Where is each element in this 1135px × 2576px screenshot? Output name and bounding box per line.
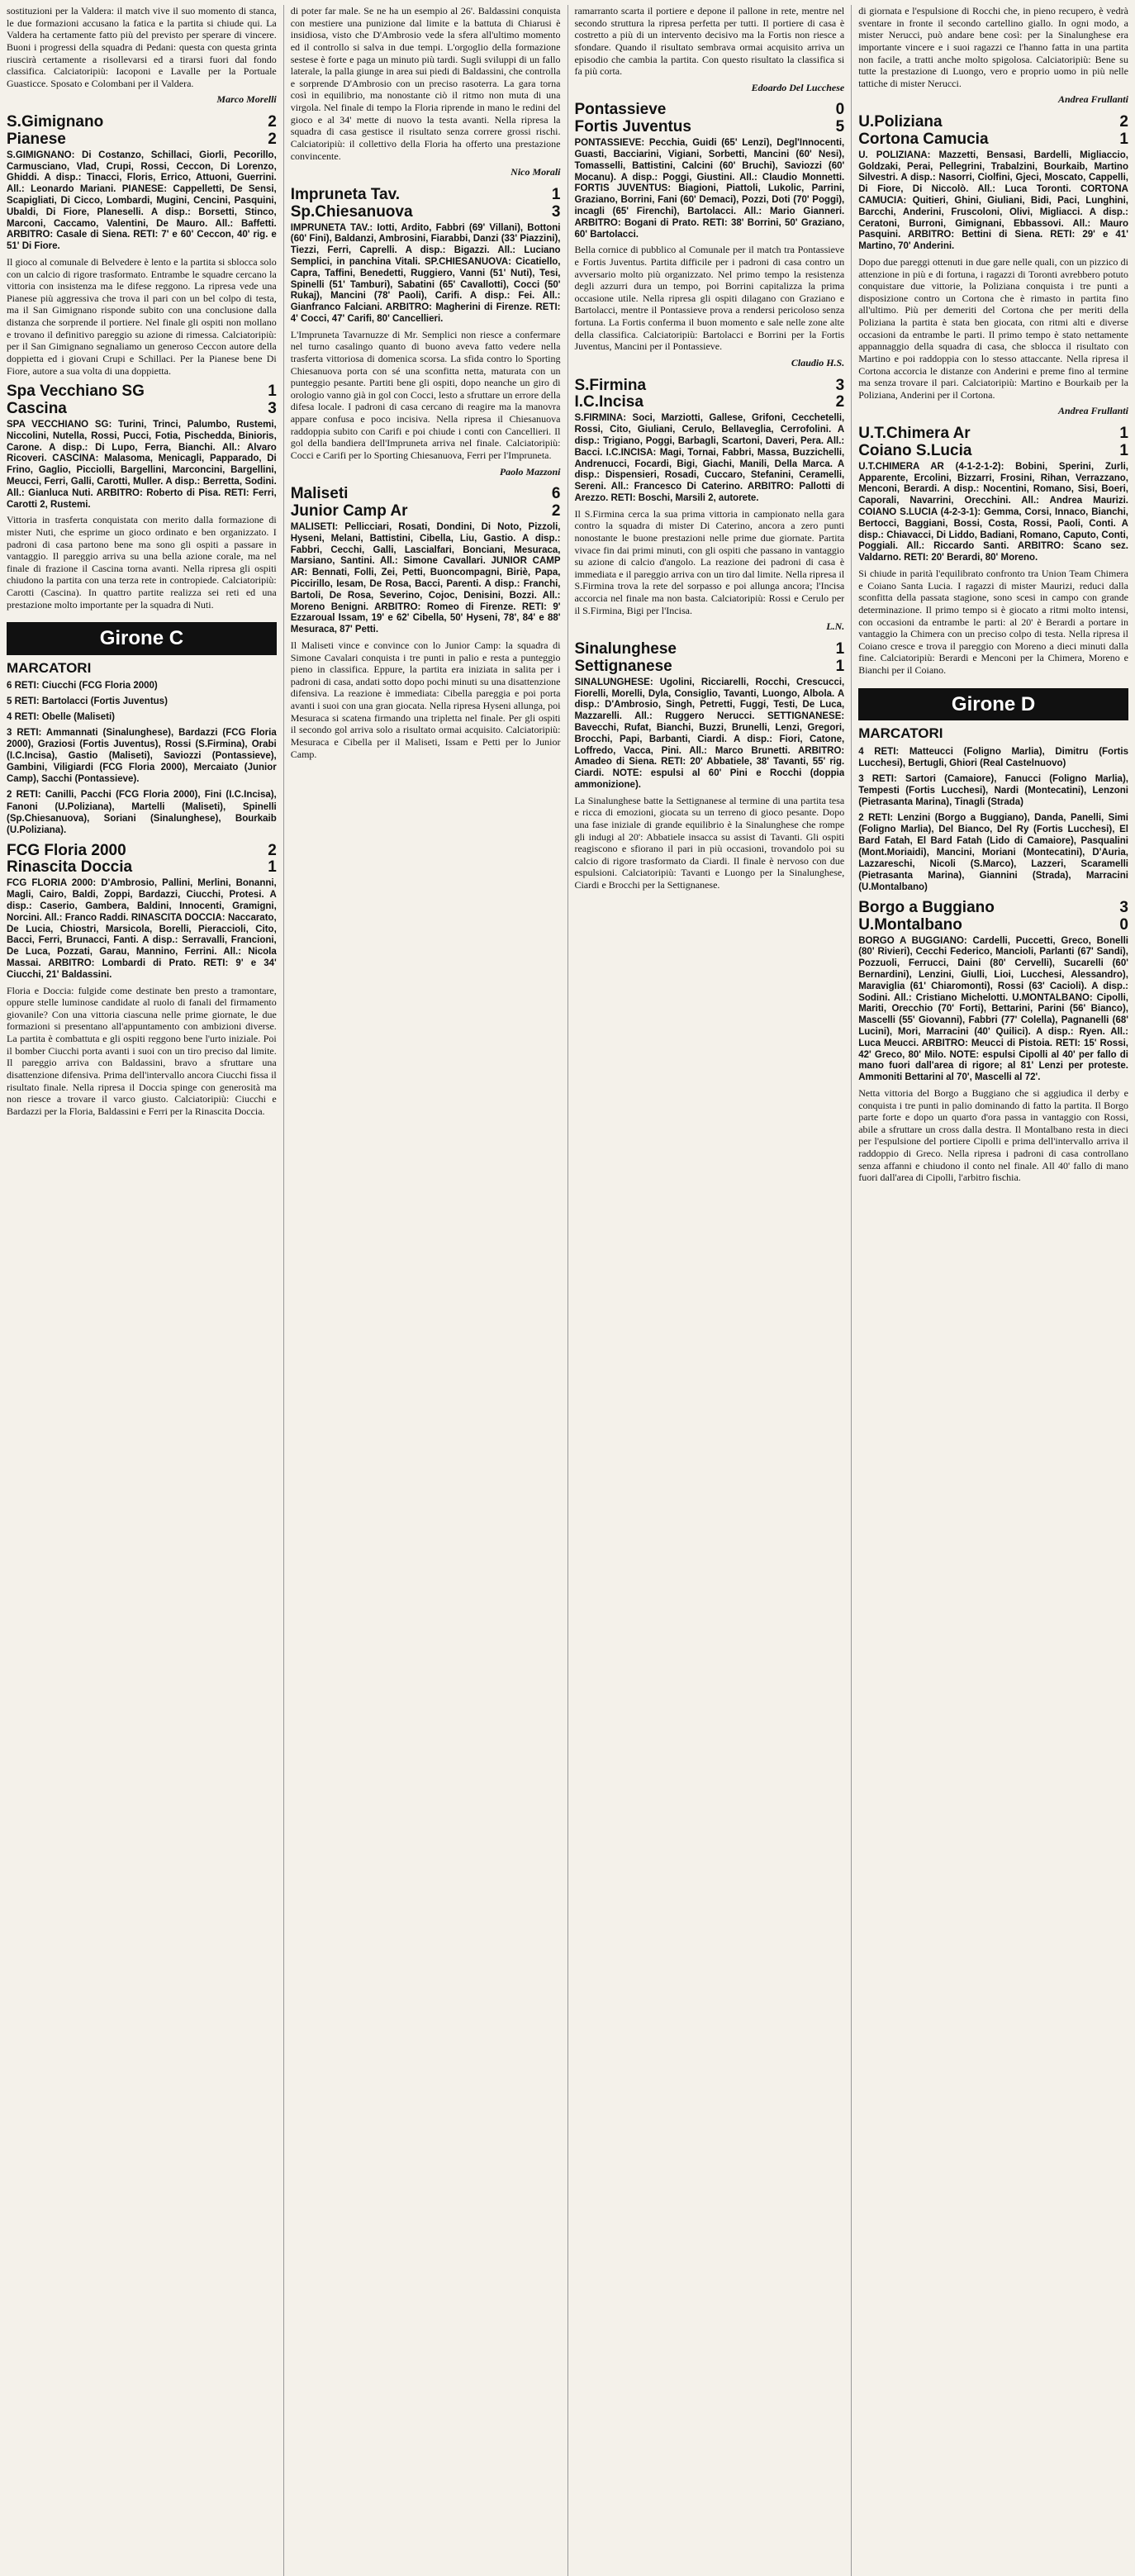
home-team	[7, 843, 277, 860]
lineup-block: FCG FLORIA 2000: D'Ambrosio, Pallini, Merlini, Bonanni, Magli, Cairo, Baldi, Zoppi, Bardazzi, Ciucchi, Protesi. A disp.: Caserio, Gambera, Baldini, Innocenti, Gramigni, Norcini. All.: Franco Raddi. RINASCITA DOCCIA: Naccarato, De Lucia, Chiostri, Marsicola, Borelli, Pieraccioli, Cito, Bacci, Ferri, Brunacci, Fanti. A disp.: Serravalli, Francioni, De Luca, Pozzati, Garau, Mannino, Ferrini. All.: Nicola Massai. ARBITRO: Lombardi di Prato. RETI: 9' e 34' Ciucchi, 21' Baldassini.	[7, 878, 277, 980]
team-name: FCG Floria 2000	[7, 841, 126, 859]
away-team	[7, 401, 277, 418]
lineup-block: BORGO A BUGGIANO: Cardelli, Puccetti, Greco, Bonelli (80' Rivieri), Cecchi Federico, Mancioli, Parlanti (67' Sandi), Pozzuoli, Ferrucci, Daini (80' Cervelli), Sucarelli (60' Bernardini), Lenzini, Giulli, Lioi, Lucchesi, Alessandro), Maraviglia (61' Chiaromonti), Rossi (63' Cacioli). A disp.: Sodini. All.: Cristiano Michelotti. U.MONTALBANO: Cipolli, Mariti, Orecchio (70' Forti), Bettarini, Parini (56' Bianco), Mascelli (55' Giovanni), Fabbri (77' Colella), Pagnanelli (68' Lucini), Mori, Marracini (40' Quilici). A disp.: Ryen. All.: Luca Meucci. ARBITRO: Meucci di Pistoia. RETI: 15' Rossi, 42' Greco, 80' Milo. NOTE: espulsi Cipolli al 40' per fallo di mano fuori dall'area di rigore; al 81' Lenzi per proteste. Ammoniti Bettarini al 70', Mascelli al 72'.	[858, 935, 1128, 1083]
team-score: 0	[835, 101, 845, 119]
scorers-line: 6 RETI: Ciucchi (FCG Floria 2000)	[7, 681, 158, 692]
scorers-line: 3 RETI: Ammannati (Sinalunghese), Bardazzi (FCG Floria 2000), Graziosi (Fortis Juventus), Rossi (S.Firmina), Orabi (I.C.Incisa), Gastio (Maliseti), Saviozzi (Pontassieve), Gambini, Viligiardi (FCG Floria 2000), Mercaiato (Junior Camp), Sacchi (Pontassieve).	[7, 728, 277, 785]
article-text: di poter far male. Se ne ha un esempio al 26'. Baldassini conquista con mestiere una punizione dal limite e la battuta di Chiarusi è insidiosa, visto che D'Ambrosio vede la sfera all'ultimo momento ed il controllo si salva in due tempi. L'orgoglio della formazione sestese è forte e paga un minuto più tardi. Sugli sviluppi di un fallo laterale, la palla giunge in area sui piedi di Baldassini, che controlla e sorprende D'Ambrosio con un preciso rasoterra. La gara torna così in equilibrio, ma nonostante ciò il ritmo non muta di una virgola. Nel finale di tempo la Floria riprende in mano le redini del gioco e al 34' mette di nuovo la testa avanti. Nella ripresa la squadra di casa gestisce il risultato senza correre grossi rischi. Calciatoripiù: il collettivo della Floria ha offerto una prestazione convincente.	[290, 5, 561, 162]
team-name: S.Firmina	[574, 376, 647, 394]
lineup-block: SINALUNGHESE: Ugolini, Ricciarelli, Rocchi, Crescucci, Fiorelli, Morelli, Dyla, Consiglio, Tavanti, Luongo, Albola. A disp.: D'Ambrosio, Singh, Petretti, Fuggi, Testi, De Luca, Mazzarelli. All.: Ruggero Nerucci. SETTIGNANESE: Bavecchi, Rufat, Bianchi, Buzzi, Brunelli, Lenzi, Gregori, Brocchi, Papi, Barbanti, Ciardi. A disp.: Fiori, Catone, Loffredo, Vacca, Pini. All.: Marco Brunetti. ARBITRO: Amadeo di Siena. RETI: 20' Abbatiele, 38' Tavanti, 55' rig. Ciardi. NOTE: espulsi al 60' Pini e Rocchi (doppia ammonizione).	[574, 677, 845, 790]
match-report	[291, 486, 561, 760]
team-name: Borgo a Buggiano	[858, 898, 995, 916]
scoreline	[858, 900, 1128, 934]
team-name: Fortis Juventus	[574, 118, 691, 136]
match-report	[7, 843, 277, 1118]
match-report	[7, 114, 277, 377]
away-team	[574, 119, 844, 136]
article-text: Il S.Firmina cerca la sua prima vittoria in campionato nella gara contro la squadra di mister Di Caterino, ancora a zero punti nonostante le buone prestazioni nelle prime due giornate. Partita vivace fin dai primi minuti, con gli ospiti che passano in vantaggio su azione di calcio d'angolo. La reazione dei padroni di casa è immediata e il pareggio arriva con un tiro dal limite. Nella ripresa il S.Firmina trova la rete del sorpasso e poi allunga ancora; l'Incisa accorcia nel finale ma non basta. Calciatoripiù: Rossi e Cerulo per il S.Firmina, Bigi per l'Incisa.	[574, 507, 845, 616]
team-name: Settignanese	[574, 657, 672, 675]
home-team	[574, 102, 844, 119]
article-text: Il gioco al comunale di Belvedere è lento e la partita si sblocca solo con un calcio di rigore trasformato. Entrambe le squadre cercano la vittoria con insistenza ma le difese reggono. La ripresa vede una Pianese più aggressiva che trova il pari con un bel colpo di testa, ma il San Gimignano risponde subito con una conclusione dalla distanza che sorprende il portiere. Nel finale gli ospiti non mollano e trovano il definitivo pareggio su azione di rimessa. Calciatoripiù: per il San Gimignano segnaliamo un generoso Ceccon autore della doppietta ed i giovani Crupi e Schillaci. Per la Pianese bene Di Fiore, autore a sua volta di una doppietta.	[7, 255, 277, 377]
team-score: 6	[551, 485, 561, 503]
scoreline	[574, 641, 844, 676]
team-score: 3	[268, 400, 277, 418]
team-name: Rinascita Doccia	[7, 858, 133, 877]
scoreline	[7, 114, 277, 149]
article-text: di giornata e l'espulsione di Rocchi che, in pieno recupero, è vedrà sventare in fronte il secondo cartellino giallo. In ogni modo, a mister Nerucci, può andare bene così: per la Sinalunghese era importante vincere e i suoi ragazzi ce l'hanno fatta in una partita non facile, a tratti anche molto spigolosa. Calciatoripiù: Bene su tutte la prestazione di Luongo, vero e proprio uomo in più nelle tattiche di mister Nerucci.	[858, 5, 1128, 89]
lineup-block: MALISETI: Pellicciari, Rosati, Dondini, Di Noto, Pizzoli, Hyseni, Melani, Battistini, Cibella, Liu, Gastio. A disp.: Fabbri, Cecchi, Galli, Lascialfari, Bonciani, Mesuraca, Marsiano, Santini. All.: Simone Cavallari. JUNIOR CAMP AR: Bennati, Folli, Zei, Petti, Buoncompagni, Biriè, Papa, Piccirillo, Iesam, De Rosa, Bacci, Parenti. A disp.: Franchi, Bartoli, De Rosa, Severino, Cojoc, Denisini, Bozzi. All.: Moreno Benigni. ARBITRO: Romeo di Firenze. RETI: 9' Ezzaroual Issam, 19' e 62' Cibella, 50' Hyseni, 78', 84' e 88' Mesuraca, 87' Petti.	[290, 521, 561, 635]
home-team	[574, 641, 844, 658]
team-name: Pontassieve	[574, 101, 667, 119]
team-score: 3	[551, 202, 561, 221]
team-name: Junior Camp Ar	[290, 502, 408, 520]
column-divider	[851, 5, 852, 2576]
away-team	[574, 658, 844, 676]
scoreline	[858, 425, 1128, 460]
team-name: U.T.Chimera Ar	[858, 425, 971, 443]
article-text: Netta vittoria del Borgo a Buggiano che si aggiudica il derby e conquista i tre punti in palio dominando di fatto la partita. Il Borgo parte forte e dopo un quarto d'ora passa in vantaggio con Rossi, abile a sfruttare un cross dalla destra. Il Montalbano resta in dieci per l'espulsione del portiere Cipolli e prima dell'intervallo arriva il raddoppio di Greco. Nella ripresa i padroni di casa controllano senza affanni e chiudono il conto nel finale. All 40' fallo di mano fuori dall'area di Cipolli, l'arbitro fischia.	[858, 1086, 1128, 1184]
match-report	[858, 900, 1128, 1184]
team-score: 5	[835, 118, 845, 136]
home-team	[291, 187, 561, 204]
scoreline	[7, 843, 277, 877]
scorers-title: MARCATORI	[858, 725, 943, 741]
team-name: I.C.Incisa	[574, 393, 643, 411]
scorers-line: 2 RETI: Canilli, Pacchi (FCG Floria 2000), Fini (I.C.Incisa), Fanoni (U.Poliziana), Martelli (Maliseti), Spinelli (Sp.Chiesanuova), Soriani (Sinalunghese), Bourkaib (U.Poliziana).	[7, 790, 277, 835]
team-score: 2	[268, 841, 277, 859]
team-name: U.Montalbano	[858, 915, 962, 934]
team-score: 1	[551, 185, 561, 203]
scorers-line: 2 RETI: Lenzini (Borgo a Buggiano), Danda, Panelli, Simi (Foligno Marlia), Del Bianco, Del Ry (Fortis Lucchesi), El Bard Fatah, El Bard Fatah (Lido di Camaiore), Pasqualini (Mont.Moriaidi), Mancini, Moriani (Montecatini), D'Auria, Lazzareschi, Nicoli (S.Marco), Lazzeri, Scaramelli (Pietrasanta Marina), Giannini (Strada), Marracini (U.Montalbano)	[858, 812, 1128, 892]
match-report	[574, 102, 844, 368]
team-name: S.Gimignano	[7, 113, 104, 131]
article-text: La Sinalunghese batte la Settignanese al termine di una partita tesa e ricca di emozioni, giocata su un terreno di gioco pesante. Dopo una fase iniziale di grande equilibrio è la Sinalunghese che rompe gli indugi al 20': Abbatiele insacca su assist di Tavanti. Gli ospiti reagiscono e sfiorano il pari in più occasioni, trovandolo poi su calcio di rigore trasformato da Ciardi. Il finale è nervoso con due espulsioni. Calciatoripiù: Tavanti e Luongo per la Sinalunghese, Ciardi e Brocchi per la Settignanese.	[574, 794, 845, 891]
home-team	[574, 378, 844, 395]
lineup-block: PONTASSIEVE: Pecchia, Guidi (65' Lenzi), Degl'Innocenti, Guasti, Bacciarini, Vigiani, Sorbetti, Mancini (60' Nesi), Tomasselli, Battistini, Calcini (60' Bruchi), Saviozzi (60' Mocanu). A disp.: Poggi, Giustini. All.: Claudio Monnetti. FORTIS JUVENTUS: Biagioni, Piattoli, Lukolic, Parrini, Graziano, Borrini, Fani (60' Demaci), Pozzi, Doti (70' Poggi), incagli (65' Firenchi), Bartolacci. All.: Mario Gianneri. ARBITRO: Bogani di Prato. RETI: 38' Borrini, 50' Graziano, 60' Bartolacci.	[574, 138, 845, 240]
team-score: 2	[835, 393, 845, 411]
lineup-block: U. POLIZIANA: Mazzetti, Bensasi, Bardelli, Migliaccio, Goldzaki, Perai, Pellegrini, Trabalzini, Bourkaib, Martino Silvestri. A disp.: Nasorri, Ciolfini, Gjeci, Moscato, Cappelli, Di Fiore, Di Niccolò. All.: Luca Toronti. CORTONA CAMUCIA: Quitieri, Ghini, Giuliani, Bidi, Paci, Lunghini, Barcchi, Anderini, Fruscoloni, Olivi, Migliacci. A disp.: Ceratoni, Burroni, Gimignani, Ebbassovi. All.: Mauro Pasquini. ARBITRO: Bettini di Siena. RETI: 29' e 41' Martino, 70' Anderini.	[858, 150, 1128, 252]
team-score: 1	[835, 639, 845, 658]
scoreline	[291, 187, 561, 221]
team-name: Sinalunghese	[574, 639, 677, 658]
home-team	[7, 383, 277, 401]
away-team	[858, 131, 1128, 149]
away-team	[291, 503, 561, 520]
column-3	[574, 5, 844, 2576]
author-signature: Paolo Mazzoni	[499, 465, 561, 478]
away-team	[858, 443, 1128, 460]
scoreline	[574, 102, 844, 136]
team-score: 0	[1119, 915, 1128, 934]
article-text: Il Maliseti vince e convince con lo Junior Camp: la squadra di Simone Cavalari conquista i tre punti in palio e resta a punteggio pieno in classifica. Eppure, la partita era iniziata in salita per i padroni di casa, andati sotto dopo pochi minuti su una disattenzione difensiva. La reazione è immediata: Cibella pareggia e poi porta avanti i suoi con una gran giocata. Nella ripresa Hyseni allunga, poi Mesuraca si scatena firmando una tripletta nel finale. Per gli ospiti il secondo gol arriva solo a risultato ormai acquisito. Calciatoripiù: Mesuraca e Cibella per il Maliseti, Issam e Petti per lo Junior Camp.	[290, 639, 561, 760]
team-name: Maliseti	[290, 485, 349, 503]
scoreline	[7, 383, 277, 418]
lineup-block: S.GIMIGNANO: Di Costanzo, Schillaci, Giorli, Pecorillo, Carmusciano, Vlad, Crupi, Rossi, Ceccon, Di Lorenzo, Ghiddi. A disp.: Tinacci, Floris, Errico, Attuoni, Guerrini. All.: Leonardo Mariani. PIANESE: Cappelletti, De Sensi, Scapigliati, Di Cicco, Lombardi, Mugini, Cencini, Pasquini, Ubaldi, Di Fiore, Planeselli. A disp.: Borsetti, Stinco, Marconi, Caccamo, Valentini, De Mauro. All.: Baffetti. ARBITRO: Casale di Siena. RETI: 7' e 60' Ceccon, 40' rig. e 51' Di Fiore.	[7, 150, 277, 252]
article-text: Dopo due pareggi ottenuti in due gare nelle quali, con un pizzico di attenzione in più e di fortuna, i ragazzi di Toronti avrebbero potuto conquistare due vittorie, la Poliziana conquista i tre punti a disposizione contro un Cortona che è rimasto in partita fino all'ultimo. Più per demeriti del Cortona che per meriti della Poliziana la partita è stata ben giocata, con ritmi alti e diverse occasioni da entrambe le parti. Il primo tempo è stato nettamente appannaggio della squadra di casa, che sblocca il risultato con Martino e poi raddoppia con lo stesso attaccante. Nella ripresa il Cortona accorcia le distanze con Anderini e preme fino al termine ma senza trovare il pari. Calciatoripiù: Martino e Bourkaib per la Poliziana, Anderini per il Cortona.	[858, 255, 1128, 401]
team-score: 2	[268, 113, 277, 131]
team-name: Impruneta Tav.	[290, 185, 401, 203]
team-score: 3	[1119, 898, 1128, 916]
home-team	[858, 114, 1128, 131]
team-name: Coiano S.Lucia	[858, 441, 972, 459]
column-divider	[283, 5, 284, 2576]
match-report	[858, 114, 1128, 417]
lineup-block: IMPRUNETA TAV.: Iotti, Ardito, Fabbri (69' Villani), Bottoni (60' Fini), Baldanzi, Ambrosini, Fiarabbi, Danzi (33' Piazzini), Tiezzi, Ferri, Caprelli. A disp.: Bigazzi. All.: Luciano Semplici, in panchina Vitali. SP.CHIESANUOVA: Cicatiello, Capra, Taffini, Benedetti, Ruggiero, Vanni (51' Nuti), Tesi, Spinelli (51' Tamburi), Sabatini (65' Cavallotti), Cocci (50' Rukaj), Mancini (78' Paoli), Carifi. A disp.: Fei. All.: Gianfranco Falciani. ARBITRO: Magherini di Firenze. RETI: 4' Cocci, 47' Carifi, 80' Cancellieri.	[290, 222, 561, 324]
team-score: 2	[551, 502, 561, 520]
section-header-girone-d: Girone D	[858, 688, 1128, 720]
home-team	[7, 114, 277, 131]
article-text: ramarranto scarta il portiere e depone il pallone in rete, mentre nel secondo struttura la ripresa perfetta per tutti. Il portiere di casa è costretto a più di un intervento decisivo ma la Fortis non riesce a sfondare. Quando il risultato sembrava ormai acquisito arriva un episodio che cambia la partita. Con questo risultato la classifica si fa più corta.	[574, 5, 845, 78]
away-team	[858, 917, 1128, 934]
match-report	[574, 378, 844, 633]
article-text: L'Impruneta Tavarnuzze di Mr. Semplici non riesce a confermare nel turno casalingo quanto di buono aveva fatto vedere nella trasferta vittoriosa di domenica scorsa. La sfida contro lo Sporting Chiesanuova porta con sé una sconfitta netta, maturata con un punteggio pesante. Partiti bene gli ospiti, dopo neanche un giro di orologio vanno già in gol con Cocci, lesto a sfruttare un errore della difesa locale. I padroni di casa cercano di reagire ma la manovra appare confusa e poco incisiva. Nella ripresa il Chiesanuova raddoppia subito con Carifi e poi chiude i conti con Cancellieri. Il gol della bandiera dell'Impruneta arriva nel finale. Calciatoripiù: Cocci e Carifi per lo Sporting Chiesanuova, Ferri per l'Impruneta.	[290, 328, 561, 461]
scorers-list	[858, 746, 1128, 893]
author-signature: L.N.	[826, 620, 845, 633]
team-score: 2	[268, 130, 277, 148]
team-score: 1	[1119, 130, 1128, 148]
team-name: Cortona Camucia	[858, 130, 989, 148]
home-team	[858, 425, 1128, 443]
team-name: Pianese	[7, 130, 66, 148]
scoreline	[858, 114, 1128, 149]
team-name: Spa Vecchiano SG	[7, 383, 145, 401]
scorers-line: 5 RETI: Bartolacci (Fortis Juventus)	[7, 696, 168, 707]
team-score: 1	[268, 858, 277, 877]
match-report	[858, 425, 1128, 677]
home-team	[858, 900, 1128, 917]
scoreline	[574, 378, 844, 412]
team-name: U.Poliziana	[858, 113, 943, 131]
team-score: 2	[1119, 113, 1128, 131]
article-text: Si chiude in parità l'equilibrato confronto tra Union Team Chimera e Coiano Santa Lucia. I ragazzi di mister Maurizi, reduci dalla sconfitta della passata stagione, sono scesi in campo con grande determinazione. Il primo tempo si è giocato a ritmi molto intensi, con occasioni da entrambe le parti: al 20' è Berardi a portare in vantaggio la Chimera con un preciso colpo di testa. Nella ripresa il Coiano cresce e trova il pareggio con Moreno a dieci minuti dalla fine. Calciatoripiù: Berardi e Menconi per la Chimera, Moreno e Bianchi per il Coiano.	[858, 568, 1128, 677]
match-report	[291, 187, 561, 478]
team-score: 3	[835, 376, 845, 394]
away-team	[7, 131, 277, 149]
scorers-list	[7, 680, 277, 835]
column-1	[7, 5, 277, 2576]
article-text: Bella cornice di pubblico al Comunale per il match tra Pontassieve e Fortis Juventus. Partita difficile per i padroni di casa contro un avversario molto più organizzato. Nel primo tempo la resistenza degli azzurri dura un tempo, poi Borrini capitalizza la prima occasione utile. Nella ripresa gli ospiti dilagano con Graziano e Bartolacci, mentre il Pontassieve prova a rendersi pericoloso senza fortuna. La Fortis conferma il buon momento e sale nelle zone alte della classifica. Calciatoripiù: Bartolacci e Borrini per la Fortis Juventus, Mancini per il Pontassieve.	[574, 244, 845, 353]
author-signature: Andrea Frullanti	[1057, 405, 1128, 417]
team-score: 1	[1119, 425, 1128, 443]
scorers-title: MARCATORI	[7, 659, 92, 676]
section-header-girone-c: Girone C	[7, 622, 277, 654]
home-team	[291, 486, 561, 503]
author-signature: Andrea Frullanti	[1057, 93, 1128, 106]
away-team	[574, 394, 844, 411]
column-2	[291, 5, 561, 2576]
team-score: 1	[835, 657, 845, 675]
article-text: Vittoria in trasferta conquistata con merito dalla formazione di mister Nuti, che esprime un gioco ordinato e ben organizzato. I padroni di casa partono bene ma sono gli ospiti a passare in vantaggio. Il pareggio arriva su una bella azione corale, ma nel finale di frazione il Cascina torna avanti. Nella ripresa gli ospiti chiudono la partita con una terza rete in contropiede. Calciatoripiù: Carotti (Cascina). In quattro partite realizza sei reti ed una prestazione molto importante per la squadra di Nuti.	[7, 514, 277, 611]
article-text: Floria e Doccia: fulgide come destinate ben presto a tramontare, oppure stelle luminose candidate al ruolo di fanali del firmamento giovanile? Con una vittoria ciascuna nelle prime giornate, le due formazioni si presentano all'appuntamento con ambizioni diverse. La partita è combattuta e gli ospiti reggono bene l'urto iniziale. Poi il bomber Ciucchi porta avanti i suoi con un tiro preciso dal limite. Il pareggio arriva con Baldassini, bravo a sfruttare una disattenzione difensiva. Prima dell'intervallo ancora Ciucchi fissa il risultato finale. Nella ripresa il Doccia spinge con generosità ma non riesce a trovare il varco giusto. Calciatoripiù: Ciucchi e Bardazzi per la Floria, Baldassini e Ferri per la Rinascita Doccia.	[7, 984, 277, 1117]
lineup-block: S.FIRMINA: Soci, Marziotti, Gallese, Grifoni, Cecchetelli, Rossi, Cito, Giuliani, Cerulo, Bellaveglia, Cerrofolini. A disp.: Trigiano, Poggi, Barbagli, Scartoni, Daveri, Pera. All.: Bacci. I.C.INCISA: Magi, Tornai, Fabbri, Massa, Buzzichelli, Andrenucci, Focardi, Bigi, Giachi, Manili, Della Marca. A disp.: Dispensieri, Rosadi, Cuccaro, Stefanini, Ceramelli, Sereni. All.: Francesco Di Caterino. ARBITRO: Pallotti di Arezzo. RETI: Boschi, Marsili 2, autorete.	[574, 413, 845, 503]
scorers-line: 3 RETI: Sartori (Camaiore), Fanucci (Foligno Marlia), Tempesti (Fortis Lucchesi), Nardi (Montecatini), Lenzoni (Pietrasanta Marina), Tinagli (Strada)	[858, 773, 1128, 807]
team-name: Sp.Chiesanuova	[290, 202, 413, 221]
match-report	[574, 641, 844, 891]
away-team	[291, 204, 561, 221]
match-report	[7, 383, 277, 611]
author-signature: Marco Morelli	[216, 93, 277, 106]
team-name: Cascina	[7, 400, 67, 418]
team-score: 1	[268, 383, 277, 401]
scoreline	[291, 486, 561, 520]
lineup-block: U.T.CHIMERA AR (4-1-2-1-2): Bobini, Sperini, Zurli, Apparente, Ercolini, Bizzarri, Frosini, Rihan, Verrazzano, Menconi, Berardi. A disp.: Nocentini, Romano, Sisi, Boeri, Caporali, Navarrini, Orecchini. All.: Andrea Maurizi. COIANO S.LUCIA (4-2-3-1): Gemma, Corsi, Innaco, Bianchi, Bertocci, Baggiani, Bossi, Costa, Rossi, Paoli, Conti. A disp.: Chiavacci, Di Liddo, Badiani, Romano, Caputo, Conti, Poggiali. All.: Riccardo Santi. ARBITRO: Scano sez. Valdarno. RETI: 20' Berardi, 80' Moreno.	[858, 461, 1128, 563]
column-4	[858, 5, 1128, 2576]
scorers-line: 4 RETI: Obelle (Maliseti)	[7, 712, 115, 723]
lineup-block: SPA VECCHIANO SG: Turini, Trinci, Palumbo, Rustemi, Niccolini, Nutella, Rossi, Pucci, Fotia, Pischedda, Binioris, Carone. A disp.: Di Lupo, Ferra, Bianchi. All.: Alvaro Ricoveri. CASCINA: Malasoma, Menicagli, Papparado, Di Frino, Gaglio, Picciolli, Bargellini, Marconcini, Bargellini, Meucci, Ferri, Galli, Carotti, Muller. A disp.: Berretta, Sodini. All.: Gianluca Nuti. ARBITRO: Roberto di Pisa. RETI: Ferri, Carotti 2, Rustemi.	[7, 419, 277, 510]
away-team	[7, 859, 277, 877]
author-signature: Claudio H.S.	[791, 356, 845, 368]
team-score: 1	[1119, 441, 1128, 459]
author-signature: Nico Morali	[511, 166, 561, 178]
author-signature: Edoardo Del Lucchese	[751, 81, 845, 93]
article-text: sostituzioni per la Valdera: il match vive il suo momento di stanca, le due formazioni accusano la fatica e la partita si chiude qui. La Valdera ha certamente fatto più del previsto per sperare di vincere. Buoni i progressi della squadra di Pedani: questa con questa grinta riuscirà certamente a risollevarsi ed a tirarsi fuori dal fondo classifica. Calciatoripiù: Iacoponi e Lavalle per la Portuale Guasticce. Sposato e Colombani per il Valdera.	[7, 5, 277, 89]
scorers-line: 4 RETI: Matteucci (Foligno Marlia), Dimitru (Fortis Lucchesi), Bertugli, Ghiori (Real Castelnuovo)	[858, 746, 1128, 768]
